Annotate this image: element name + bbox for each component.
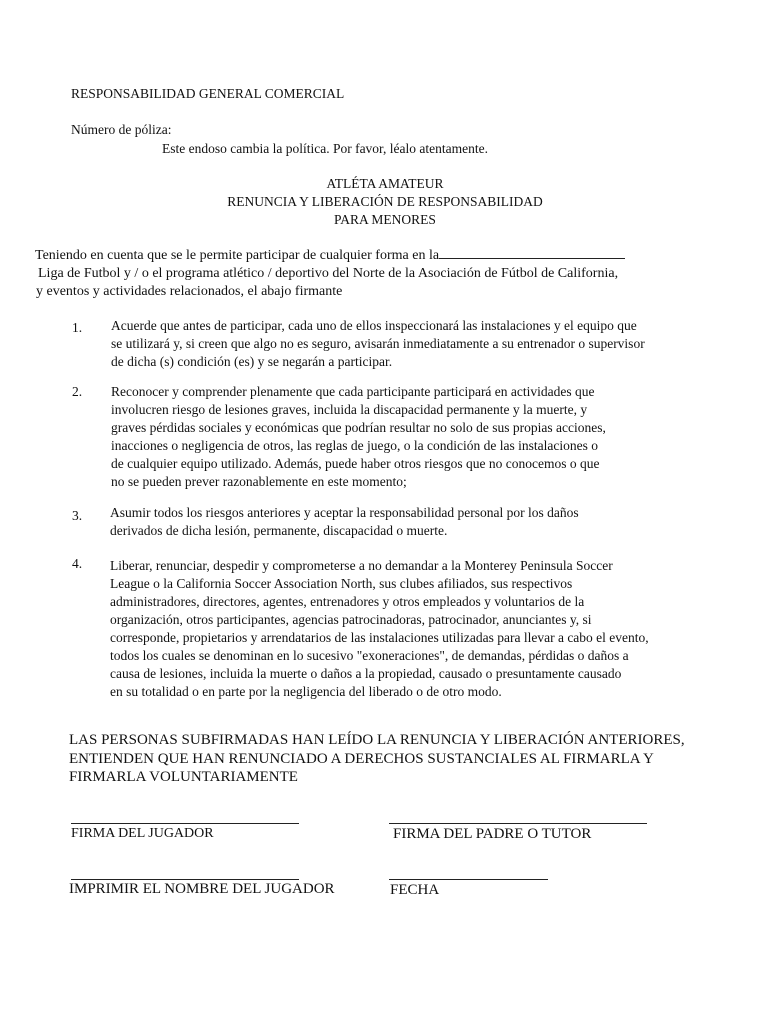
item-2-line: de cualquier equipo utilizado. Además, puede haber otros riesgos que no conocemos o que bbox=[111, 456, 600, 471]
intro-line-1 bbox=[35, 245, 625, 264]
item-4-line: Liberar, renunciar, despedir y comprometerse a no demandar a la Monterey Peninsula Soccer bbox=[110, 558, 613, 573]
item-1-line: Acuerde que antes de participar, cada uno de ellos inspeccionará las instalaciones y el equipo que bbox=[111, 318, 637, 333]
title-line-2: RENUNCIA Y LIBERACIÓN DE RESPONSABILIDAD bbox=[227, 194, 543, 209]
date-label: FECHA bbox=[390, 882, 440, 898]
acknowledgement-line: FIRMARLA VOLUNTARIAMENTE bbox=[69, 769, 298, 785]
acknowledgement-line: LAS PERSONAS SUBFIRMADAS HAN LEÍDO LA RENUNCIA Y LIBERACIÓN ANTERIORES, bbox=[69, 732, 685, 748]
endorsement-note: Este endoso cambia la política. Por favor, léalo atentamente. bbox=[162, 141, 488, 156]
parent-signature-label: FIRMA DEL PADRE O TUTOR bbox=[393, 826, 592, 842]
item-1-line: de dicha (s) condición (es) y se negarán a participar. bbox=[111, 354, 393, 369]
item-4-line: en su totalidad o en parte por la negligencia del liberado o de otro modo. bbox=[110, 684, 502, 699]
title-line-1: ATLÉTA AMATEUR bbox=[326, 176, 444, 191]
intro-line-3: y eventos y actividades relacionados, el abajo firmante bbox=[36, 284, 343, 299]
title-line-3: PARA MENORES bbox=[334, 212, 436, 227]
item-4-line: League o la California Soccer Association North, sus clubes afiliados, sus respectivos bbox=[110, 576, 573, 591]
player-signature-label: FIRMA DEL JUGADOR bbox=[71, 826, 214, 841]
item-4-line: administradores, directores, agentes, entrenadores y otros empleados y voluntarios de la bbox=[110, 594, 585, 609]
league-name-blank[interactable] bbox=[439, 245, 625, 259]
item-2-number: 2. bbox=[72, 384, 83, 399]
item-2-line: inacciones o negligencia de otros, las reglas de juego, o la condición de las instalaciones o bbox=[111, 438, 598, 453]
policy-type-heading: RESPONSABILIDAD GENERAL COMERCIAL bbox=[71, 86, 345, 101]
item-1-line: se utilizará y, si creen que algo no es seguro, avisarán inmediatamente a su entrenador o supervisor bbox=[111, 336, 645, 351]
player-name-line[interactable] bbox=[71, 879, 299, 880]
item-4-line: corresponde, propietarios y arrendatarios de las instalaciones utilizadas para llevar a cabo el evento, bbox=[110, 630, 649, 645]
policy-number-label: Número de póliza: bbox=[71, 122, 172, 137]
item-2-text bbox=[111, 383, 721, 491]
item-3-number: 3. bbox=[72, 508, 83, 523]
item-3-line: Asumir todos los riesgos anteriores y aceptar la responsabilidad personal por los daños bbox=[110, 505, 579, 520]
item-2-line: Reconocer y comprender plenamente que cada participante participará en actividades que bbox=[111, 384, 595, 399]
date-line[interactable] bbox=[389, 879, 548, 880]
parent-signature-line[interactable] bbox=[389, 823, 647, 824]
intro-line-2: Liga de Futbol y / o el programa atlético / deportivo del Norte de la Asociación de Fútbol de California, bbox=[38, 266, 619, 281]
acknowledgement-statement bbox=[69, 731, 685, 787]
item-4-number: 4. bbox=[72, 556, 83, 571]
item-4-text bbox=[110, 557, 720, 701]
item-2-line: no se pueden prever razonablemente en este momento; bbox=[111, 474, 407, 489]
item-4-line: organización, otros participantes, agencias patrocinadoras, patrocinador, anunciantes y, si bbox=[110, 612, 592, 627]
intro-text-1: Teniendo en cuenta que se le permite participar de cualquier forma en la bbox=[35, 248, 440, 263]
item-1-number: 1. bbox=[72, 320, 83, 335]
item-1-text bbox=[111, 317, 721, 371]
item-3-text bbox=[110, 504, 720, 540]
item-4-line: causa de lesiones, incluida la muerte o daños a la propiedad, causado o presuntamente causado bbox=[110, 666, 622, 681]
item-2-line: involucren riesgo de lesiones graves, incluida la discapacidad permanente y la muerte, y bbox=[111, 402, 588, 417]
item-4-line: todos los cuales se denominan en lo sucesivo "exoneraciones", de demandas, pérdidas o daños a bbox=[110, 648, 629, 663]
player-signature-line[interactable] bbox=[71, 823, 299, 824]
player-name-label: IMPRIMIR EL NOMBRE DEL JUGADOR bbox=[69, 881, 335, 897]
item-2-line: graves pérdidas sociales y económicas que podrían resultar no solo de sus propias acciones, bbox=[111, 420, 606, 435]
acknowledgement-line: ENTIENDEN QUE HAN RENUNCIADO A DERECHOS SUSTANCIALES AL FIRMARLA Y bbox=[69, 750, 654, 767]
item-3-line: derivados de dicha lesión, permanente, discapacidad o muerte. bbox=[110, 523, 448, 538]
